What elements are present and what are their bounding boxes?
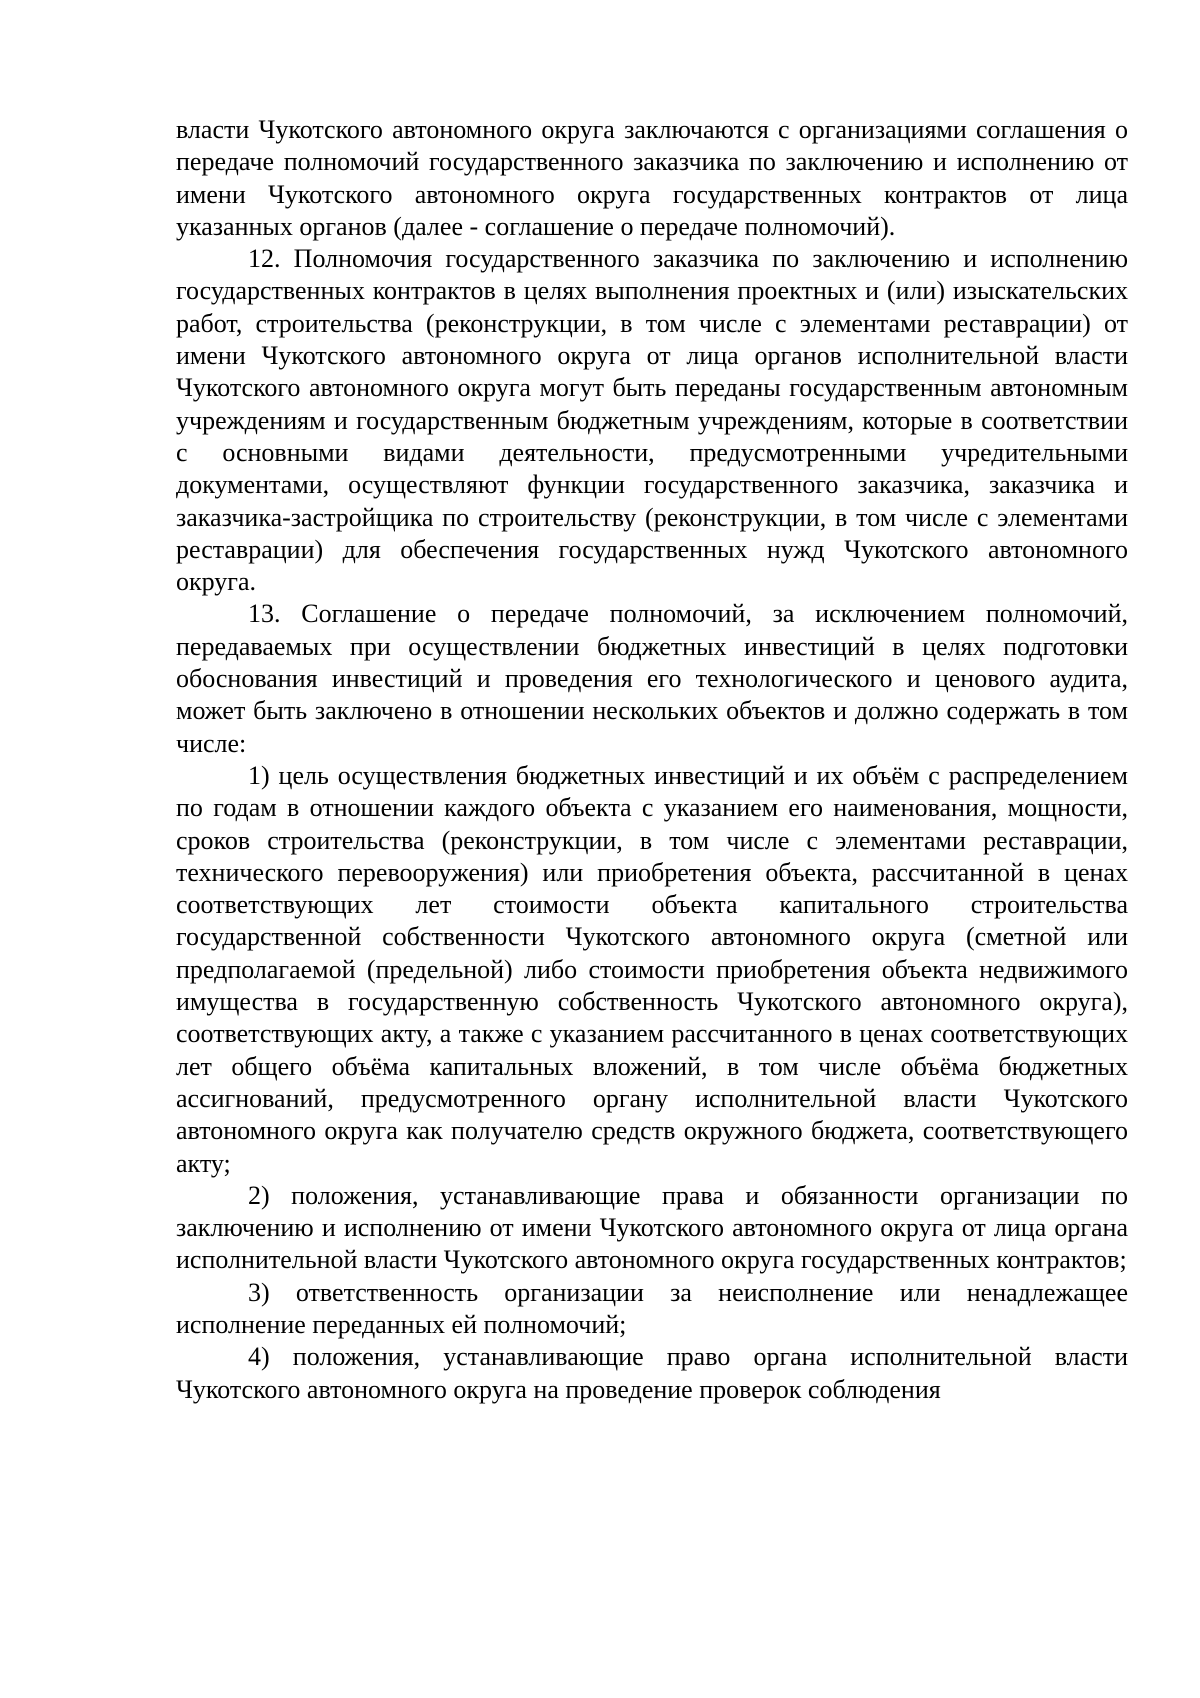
subparagraph-4: 4) положения, устанавливающие право органа исполнительной власти Чукотского автономного округа на проведение проверок соблюдения xyxy=(176,1342,1128,1404)
paragraph-item-13: 13. Соглашение о передаче полномочий, за исключением полномочий, передаваемых при осуществлении бюджетных инвестиций в целях подготовки обоснования инвестиций и проведения его технологического и ценового аудита, может быть заключено в отношении нескольких объектов и должно содержать в том числе: xyxy=(176,599,1128,758)
paragraph-item-12: 12. Полномочия государственного заказчика по заключению и исполнению государственных контрактов в целях выполнения проектных и (или) изыскательских работ, строительства (реконструкции, в том числе с элементами реставрации) от имени Чукотского автономного округа от лица органов исполнительной власти Чукотского автономного округа могут быть переданы государственным автономным учреждениям и государственным бюджетным учреждениям, которые в соответствии с основными видами деятельности, предусмотренными учредительными документами, осуществляют функции государственного заказчика, заказчика и заказчика-застройщика по строительству (реконструкции, в том числе с элементами реставрации) для обеспечения государственных нужд Чукотского автономного округа. xyxy=(176,244,1128,597)
subparagraph-3: 3) ответственность организации за неисполнение или ненадлежащее исполнение переданных ей полномочий; xyxy=(176,1277,1128,1339)
subparagraph-1: 1) цель осуществления бюджетных инвестиций и их объём с распределением по годам в отношении каждого объекта с указанием его наименования, мощности, сроков строительства (реконструкции, в том числе с элементами реставрации, технического перевооружения) или приобретения объекта, рассчитанной в ценах соответствующих лет стоимости объекта капитального строительства государственной собственности Чукотского автономного округа (сметной или предполагаемой (предельной) либо стоимости приобретения объекта недвижимого имущества в государственную собственность Чукотского автономного округа), соответствующих акту, а также с указанием рассчитанного в ценах соответствующих лет общего объёма капитальных вложений, в том числе объёма бюджетных ассигнований, предусмотренного органу исполнительной власти Чукотского автономного округа как получателю средств окружного бюджета, соответствующего акту; xyxy=(176,760,1128,1178)
document-body xyxy=(176,114,1128,1406)
subparagraph-2: 2) положения, устанавливающие права и обязанности организации по заключению и исполнению от имени Чукотского автономного округа от лица органа исполнительной власти Чукотского автономного округа государственных контрактов; xyxy=(176,1180,1128,1275)
paragraph-continuation: власти Чукотского автономного округа заключаются с организациями соглашения о передаче полномочий государственного заказчика по заключению и исполнению от имени Чукотского автономного округа государственных контрактов от лица указанных органов (далее - соглашение о передаче полномочий). xyxy=(176,115,1128,241)
